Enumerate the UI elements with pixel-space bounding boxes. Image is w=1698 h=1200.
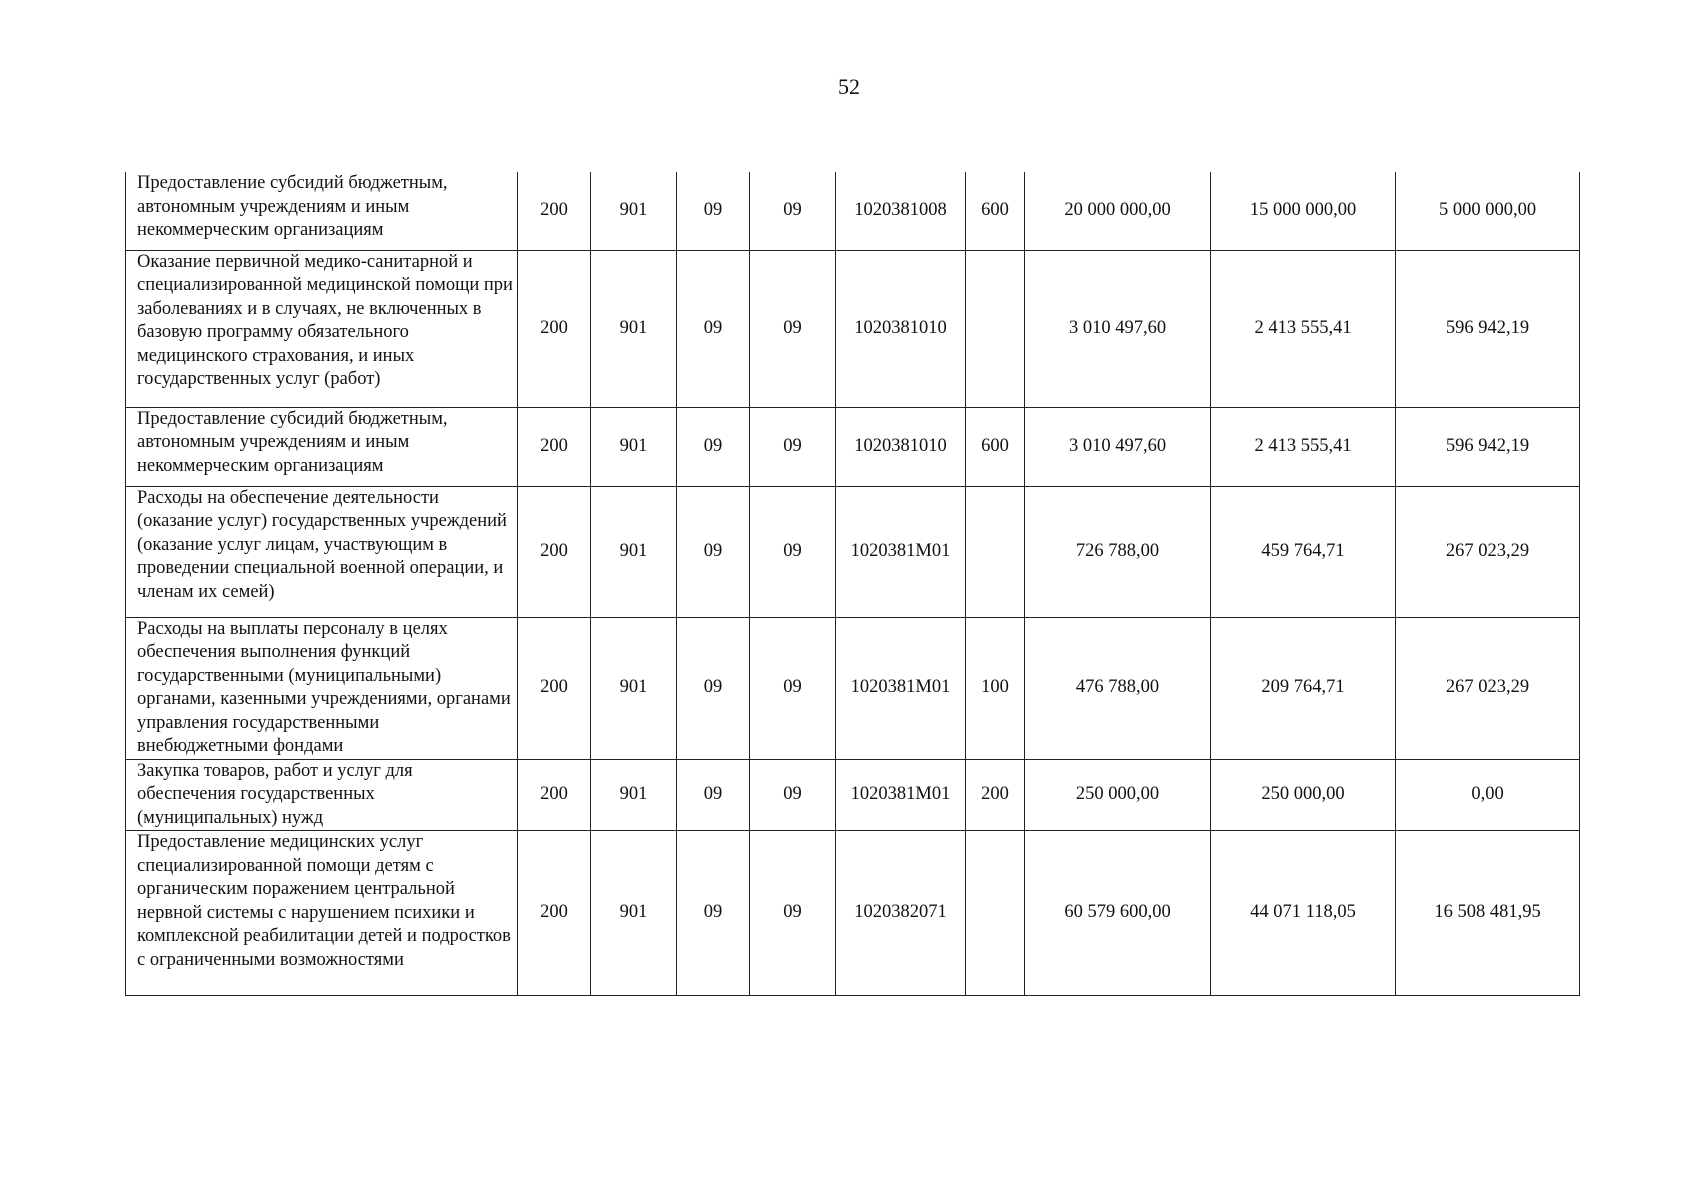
cell-rz: 09 <box>677 250 750 407</box>
cell-pr: 09 <box>750 250 836 407</box>
cell-rz: 09 <box>677 486 750 617</box>
row-name: Расходы на выплаты персоналу в целях обеспечения выполнения функций государственными (муниципальными) органами, казенными учреждениями, органами управления государственными внебюджетными фондами <box>126 617 518 759</box>
cell-fact: 2 413 555,41 <box>1211 407 1396 486</box>
cell-csr <box>836 759 966 831</box>
row-name: Расходы на обеспечение деятельности (оказание услуг) государственных учреждений (оказание услуг лицам, участвующим в проведении специальной военной операции, и членам их семей) <box>126 486 518 617</box>
table-row <box>126 407 1580 486</box>
cell-ved: 901 <box>591 407 677 486</box>
cell-vr <box>966 250 1025 407</box>
cell-pr: 09 <box>750 759 836 831</box>
cell-plan: 3 010 497,60 <box>1025 407 1211 486</box>
cell-grbs: 200 <box>518 831 591 996</box>
cell-ved: 901 <box>591 617 677 759</box>
cell-grbs: 200 <box>518 172 591 250</box>
row-name: Предоставление медицинских услуг специализированной помощи детям с органическим поражением центральной нервной системы с нарушением психики и комплексной реабилитации детей и подростков с ограниченными возможностями <box>126 831 518 996</box>
csr-text: 1020381010 <box>854 317 947 338</box>
cell-vr: 200 <box>966 759 1025 831</box>
cell-rz: 09 <box>677 831 750 996</box>
cell-plan: 476 788,00 <box>1025 617 1211 759</box>
cell-rz: 09 <box>677 759 750 831</box>
cell-rz: 09 <box>677 407 750 486</box>
csr-text: 1020381M01 <box>850 784 951 804</box>
cell-csr <box>836 486 966 617</box>
cell-remain: 267 023,29 <box>1396 617 1580 759</box>
cell-remain: 0,00 <box>1396 759 1580 831</box>
cell-fact: 44 071 118,05 <box>1211 831 1396 996</box>
cell-vr: 600 <box>966 407 1025 486</box>
cell-plan: 60 579 600,00 <box>1025 831 1211 996</box>
csr-text: 1020382071 <box>854 902 947 923</box>
row-name: Предоставление субсидий бюджетным, автономным учреждениям и иным некоммерческим организациям <box>126 172 518 250</box>
table-row <box>126 486 1580 617</box>
cell-rz: 09 <box>677 172 750 250</box>
row-name: Оказание первичной медико-санитарной и специализированной медицинской помощи при заболеваниях и в случаях, не включенных в базовую программу обязательного медицинского страхования, и иных государственных услуг (работ) <box>126 250 518 407</box>
cell-remain: 596 942,19 <box>1396 250 1580 407</box>
cell-fact: 2 413 555,41 <box>1211 250 1396 407</box>
cell-fact: 459 764,71 <box>1211 486 1396 617</box>
cell-vr: 100 <box>966 617 1025 759</box>
table-row <box>126 172 1580 250</box>
table-row <box>126 831 1580 996</box>
cell-grbs: 200 <box>518 486 591 617</box>
cell-grbs: 200 <box>518 759 591 831</box>
cell-vr <box>966 831 1025 996</box>
cell-ved: 901 <box>591 831 677 996</box>
cell-grbs: 200 <box>518 250 591 407</box>
cell-csr <box>836 172 966 250</box>
cell-fact: 15 000 000,00 <box>1211 172 1396 250</box>
cell-csr <box>836 831 966 996</box>
cell-grbs: 200 <box>518 407 591 486</box>
cell-remain: 267 023,29 <box>1396 486 1580 617</box>
row-name: Предоставление субсидий бюджетным, автономным учреждениям и иным некоммерческим организациям <box>126 407 518 486</box>
cell-fact: 209 764,71 <box>1211 617 1396 759</box>
cell-vr <box>966 486 1025 617</box>
cell-ved: 901 <box>591 486 677 617</box>
cell-pr: 09 <box>750 617 836 759</box>
cell-grbs: 200 <box>518 617 591 759</box>
cell-pr: 09 <box>750 831 836 996</box>
cell-csr <box>836 250 966 407</box>
table-row <box>126 759 1580 831</box>
cell-remain: 5 000 000,00 <box>1396 172 1580 250</box>
cell-vr: 600 <box>966 172 1025 250</box>
cell-plan: 3 010 497,60 <box>1025 250 1211 407</box>
cell-pr: 09 <box>750 407 836 486</box>
cell-ved: 901 <box>591 172 677 250</box>
cell-plan: 250 000,00 <box>1025 759 1211 831</box>
cell-remain: 16 508 481,95 <box>1396 831 1580 996</box>
cell-ved: 901 <box>591 759 677 831</box>
row-name: Закупка товаров, работ и услуг для обеспечения государственных (муниципальных) нужд <box>126 759 518 831</box>
cell-pr: 09 <box>750 486 836 617</box>
cell-pr: 09 <box>750 172 836 250</box>
cell-remain: 596 942,19 <box>1396 407 1580 486</box>
cell-csr <box>836 407 966 486</box>
budget-table <box>125 172 1580 996</box>
table-row <box>126 250 1580 407</box>
table-row <box>126 617 1580 759</box>
cell-rz: 09 <box>677 617 750 759</box>
cell-fact: 250 000,00 <box>1211 759 1396 831</box>
cell-csr <box>836 617 966 759</box>
cell-ved: 901 <box>591 250 677 407</box>
csr-text: 1020381008 <box>854 200 947 220</box>
cell-plan: 726 788,00 <box>1025 486 1211 617</box>
csr-text: 1020381M01 <box>850 540 951 561</box>
page-number: 52 <box>838 74 860 99</box>
csr-text: 1020381M01 <box>850 677 951 698</box>
csr-text: 1020381010 <box>854 435 947 456</box>
cell-plan: 20 000 000,00 <box>1025 172 1211 250</box>
